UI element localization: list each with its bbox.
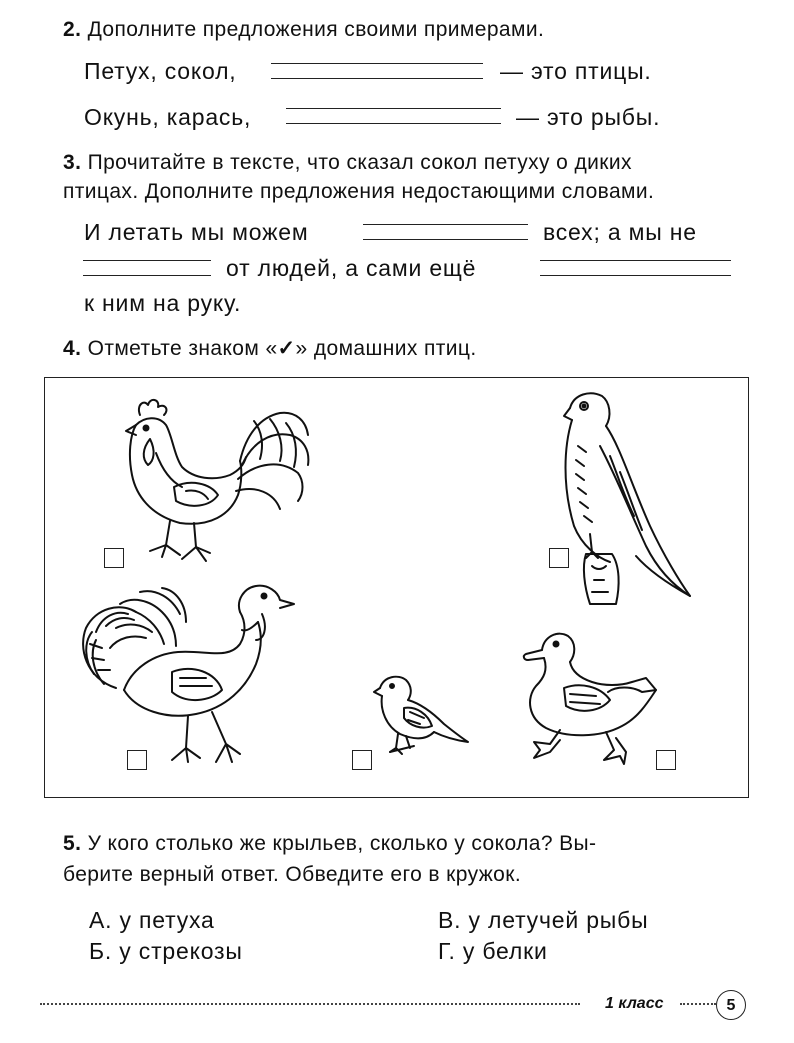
duck-icon: [520, 626, 666, 770]
task-text: У кого столько же крыльев, сколько у сокола? Вы-: [87, 832, 597, 855]
task-text: Дополните предложения своими примерами.: [87, 18, 545, 41]
task-3-text-line-2: птицах. Дополните предложения недостающими словами.: [63, 180, 655, 203]
sparrow-icon: [370, 670, 470, 760]
rooster-icon: [110, 395, 320, 575]
checkbox-rooster[interactable]: [104, 548, 124, 568]
task-number: 3.: [63, 151, 82, 174]
option-letter: В.: [438, 907, 462, 933]
task-5-text-line-2: берите верный ответ. Обведите его в кружок.: [63, 863, 522, 886]
answer-blank[interactable]: [363, 224, 528, 240]
page-number: 5: [716, 990, 746, 1020]
checkbox-falcon[interactable]: [549, 548, 569, 568]
answer-option-g[interactable]: [438, 938, 548, 965]
falcon-icon: [540, 386, 700, 610]
checkbox-sparrow[interactable]: [352, 750, 372, 770]
task-number: 5.: [63, 832, 82, 855]
task-5-heading: [63, 832, 596, 856]
option-letter: Б.: [89, 938, 113, 964]
answer-option-v[interactable]: [438, 907, 648, 934]
task-3-line-1-start: И летать мы можем: [84, 219, 309, 245]
option-text: у петуха: [119, 907, 215, 933]
checkmark-icon: ✓: [277, 337, 296, 360]
task-2-heading: [63, 18, 544, 42]
task-text-after: » домашних птиц.: [295, 337, 477, 360]
answer-option-a[interactable]: [89, 907, 215, 934]
answer-blank[interactable]: [540, 260, 731, 276]
task-3-heading: [63, 151, 632, 175]
footer-divider: [40, 1003, 580, 1005]
answer-blank[interactable]: [271, 63, 483, 79]
task-3-line-1-end: всех; а мы не: [543, 219, 697, 245]
answer-option-b[interactable]: [89, 938, 243, 965]
checkbox-duck[interactable]: [656, 750, 676, 770]
task-2-line-1-start: Петух, сокол,: [84, 58, 237, 84]
option-text: у летучей рыбы: [468, 907, 649, 933]
answer-blank[interactable]: [83, 260, 211, 276]
task-text-before: Отметьте знаком «: [87, 337, 278, 360]
task-3-line-3: к ним на руку.: [84, 290, 242, 316]
checkbox-turkey[interactable]: [127, 750, 147, 770]
option-letter: А.: [89, 907, 113, 933]
task-number: 2.: [63, 18, 82, 41]
answer-blank[interactable]: [286, 108, 501, 124]
task-text: Прочитайте в тексте, что сказал сокол петуху о диких: [87, 151, 632, 174]
footer-divider: [680, 1003, 716, 1005]
task-2-line-2-end: — это рыбы.: [516, 104, 661, 130]
task-3-line-2-mid: от людей, а сами ещё: [226, 255, 477, 281]
turkey-icon: [76, 578, 300, 774]
task-number: 4.: [63, 337, 82, 360]
task-2-line-1-end: — это птицы.: [500, 58, 652, 84]
grade-label: 1 класс: [605, 995, 664, 1012]
option-text: у стрекозы: [119, 938, 243, 964]
option-letter: Г.: [438, 938, 456, 964]
option-text: у белки: [462, 938, 548, 964]
task-2-line-2-start: Окунь, карась,: [84, 104, 252, 130]
task-4-heading: [63, 336, 477, 361]
